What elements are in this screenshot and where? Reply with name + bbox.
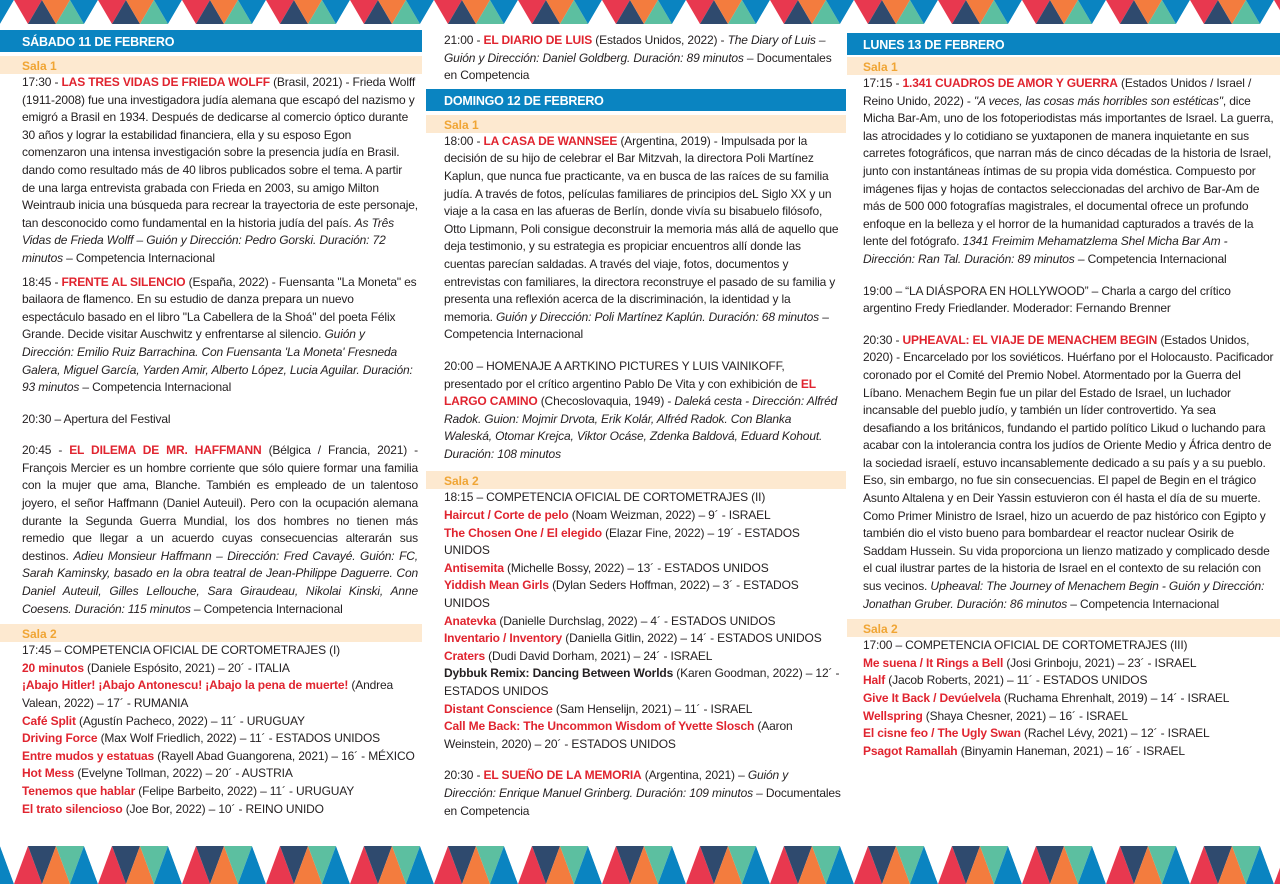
film-synopsis: (Bélgica / Francia, 2021) - François Mercier es un hombre corriente que sólo quiere formar una familia con la mujer que ama, Blanche. También es empleado de un talentoso joyero, el señor Haffmann (Daniel Auteuil). Pero con la ocupación alemana durante la Segunda Guerra Mundial, los dos hombres no tienen más remedio que llegar a un acuerdo cuyas consecuencias alterarán sus destinos.	[22, 443, 418, 563]
short-film-title: Antisemita	[444, 560, 504, 575]
short-film-title: Inventario / Inventory	[444, 631, 563, 646]
column-monday	[847, 30, 1280, 760]
short-film-title: Tenemos que hablar	[22, 783, 136, 798]
short-film-info: (Evelyne Tollman, 2022) – 20´ - AUSTRIA	[74, 766, 293, 781]
short-film-item	[426, 630, 846, 648]
short-film-title: Distant Conscience	[444, 701, 553, 716]
short-film-title: Dybbuk Remix: Dancing Between Worlds	[444, 666, 674, 681]
short-film-item	[426, 507, 846, 525]
short-film-title: The Chosen One / El elegido	[444, 525, 602, 540]
short-film-title: Driving Force	[22, 731, 98, 746]
short-film-info: (Max Wolf Friedlich, 2022) – 11´ - ESTADOS UNIDOS	[97, 731, 380, 746]
film-credits: As Três Vidas de Frieda Wolff – Guión y Dirección: Pedro Gorski. Duración: 72 minutos	[22, 215, 395, 265]
film-synopsis: (España, 2022) - Fuensanta "La Moneta" es bailaora de flamenco. En su estudio de danza prepara un nuevo espectáculo basado en el libro "La Cabellera de la Shoá" del poeta Félix Grande. Decide visitar Auschwitz y enfrentarse al silencio.	[22, 274, 417, 342]
short-film-info: (Rachel Lévy, 2021) – 12´ - ISRAEL	[1020, 726, 1210, 741]
sala-header: Sala 1	[847, 57, 1280, 75]
day-header-sunday: DOMINGO 12 DE FEBRERO	[426, 89, 846, 111]
triangle-pattern-icon	[0, 846, 1280, 884]
screening-time: 20:30 -	[863, 332, 903, 347]
screening-time: 18:45 -	[22, 274, 62, 289]
film-category: Documentales en Competencia	[444, 50, 832, 83]
short-film-title: ¡Abajo Hitler! ¡Abajo Antonescu! ¡Abajo la pena de muerte!	[22, 678, 349, 693]
event-entry: 19:00 – “LA DIÁSPORA EN HOLLYWOOD” – Charla a cargo del crítico argentino Fredy Friedlander. Moderador: Fernando Brenner	[863, 283, 1231, 316]
film-category: – Competencia Internacional	[190, 601, 343, 616]
short-film-info: (Jacob Roberts, 2021) – 11´ - ESTADOS UNIDOS	[885, 673, 1148, 688]
film-origin: (Estados Unidos / Israel / Reino Unido, 2022) -	[863, 76, 1252, 108]
screening-entry	[426, 358, 846, 464]
top-triangle-border	[0, 0, 1280, 24]
film-credits: The Diary of Luis – Guión y Dirección: Daniel Goldberg. Duración: 89 minutos –	[444, 33, 826, 65]
shorts-heading: 17:45 – COMPETENCIA OFICIAL DE CORTOMETRAJES (I)	[22, 643, 340, 658]
screening-time: 17:15 -	[863, 76, 903, 90]
film-origin: (Argentina, 2021) –	[641, 768, 748, 783]
film-credits: Daleká cesta - Dirección: Alfréd Radok. Guion: Mojmir Drvota, Erik Kolár, Alfréd Radok. Con Blanka Waleská, Otomar Krejca, Viktor Ocáse, Zdenka Baldová, Eduard Kohout. Duración: 108 minutos	[444, 394, 838, 461]
film-title: FRENTE AL SILENCIO	[61, 274, 186, 289]
short-film-info: (Daniella Gitlin, 2022) – 14´ - ESTADOS UNIDOS	[562, 631, 822, 646]
short-film-info: (Josi Grinboju, 2021) – 23´ - ISRAEL	[1003, 655, 1197, 670]
screening-time: 18:00 -	[444, 133, 484, 148]
shorts-list	[426, 507, 846, 753]
short-film-title: Yiddish Mean Girls	[444, 578, 549, 593]
short-film-info: (Danielle Durchslag, 2022) – 4´ - ESTADOS UNIDOS	[496, 613, 776, 628]
sala-header: Sala 1	[0, 56, 422, 74]
film-synopsis: (Estados Unidos, 2022) -	[592, 33, 728, 47]
short-film-item	[847, 690, 1280, 708]
short-film-item	[0, 801, 422, 819]
film-title: UPHEAVAL: EL VIAJE DE MENACHEM BEGIN	[902, 332, 1158, 347]
column-sunday	[426, 30, 846, 820]
sala-header: Sala 2	[426, 471, 846, 489]
short-film-info: (Rayell Abad Guangorena, 2021) – 16´ - MÉXICO	[154, 748, 415, 763]
short-film-title: Anatevka	[444, 613, 497, 628]
short-film-info: (Michelle Bossy, 2022) – 13´ - ESTADOS UNIDOS	[503, 560, 769, 575]
film-title: LA CASA DE WANNSEE	[483, 133, 618, 148]
short-film-item	[0, 660, 422, 678]
short-film-item	[426, 648, 846, 666]
film-category: Documentales en Competencia	[444, 785, 841, 818]
film-credits: 1341 Freimim Mehamatzlema Shel Micha Bar Am - Dirección: Ran Tal. Duración: 89 minutos	[863, 234, 1228, 266]
film-credits: Guión y Dirección: Poli Martínez Kaplún. Duración: 68 minutos	[496, 309, 820, 324]
short-film-item	[426, 613, 846, 631]
film-origin: (Checoslovaquia, 1949) -	[537, 394, 675, 409]
short-film-item	[0, 783, 422, 801]
film-title: EL SUEÑO DE LA MEMORIA	[483, 768, 642, 783]
short-film-item	[847, 743, 1280, 761]
short-film-title: Hot Mess	[22, 766, 75, 781]
short-film-item	[0, 713, 422, 731]
screening-entry	[0, 274, 422, 397]
short-film-title: 20 minutos	[22, 660, 84, 675]
short-film-info: (Noam Weizman, 2022) – 9´ - ISRAEL	[568, 508, 771, 523]
film-synopsis: (Argentina, 2019) - Impulsada por la decisión de su hijo de celebrar el Bar Mitzvah, la directora Poli Martínez Kaplun, que nunca fue practicante, va en busca de las raíces de su familia judía. A través de fotos, películas familiares de principios deL Siglo XX y un viaje a la casa en las afueras de Berlín, donde vivía su bisabuelo filósofo, Otto Lipmann, Poli consigue deconstruir la memoria más allá de aquello que deja testimonio, y su estrategia es propiciar encuentros allí donde las cuentas parecían saldadas. A través del viaje, fotos, documentos y entrevistas con familiares, la directora reconstruye el pasado de su familia y presenta una reflexión acerca de la discriminación, la identidad y la memoria.	[444, 133, 839, 324]
short-film-info: (Sam Henselijn, 2021) – 11´ - ISRAEL	[552, 701, 753, 716]
short-film-info: (Joe Bor, 2022) – 10´ - REINO UNIDO	[122, 801, 324, 816]
sala-header: Sala 1	[426, 115, 846, 133]
short-film-item	[426, 560, 846, 578]
film-title: EL DIARIO DE LUIS	[483, 33, 593, 47]
short-film-item	[847, 672, 1280, 690]
short-film-info: (Agustín Pacheco, 2022) – 11´ - URUGUAY	[75, 713, 305, 728]
film-credits: Guión y Dirección: Enrique Manuel Grinberg. Duración: 109 minutos –	[444, 768, 789, 800]
short-film-info: (Dylan Seders Hoffman, 2022) – 3´ - ESTADOS UNIDOS	[444, 578, 799, 611]
short-film-title: El cisne feo / The Ugly Swan	[863, 726, 1021, 741]
film-credits: Guión y Dirección: Emilio Ruiz Barrachina. Con Fuensanta 'La Moneta' Fresneda Galera, Miguel García, Yarden Amir, Alberto López, Lucia Aguilar. Duración: 93 minutos	[22, 327, 413, 395]
bottom-triangle-border	[0, 846, 1280, 884]
film-credits: Upheaval: The Journey of Menachem Begin - Guión y Dirección: Jonathan Gruber. Duración: 86 minutos	[863, 579, 1265, 611]
film-title: EL LARGO CAMINO	[444, 376, 816, 409]
film-synopsis: (Estados Unidos, 2020) - Encarcelado por los soviéticos. Huérfano por el Holocausto. Pacificador coronado por el Comité del Premio Nobel. Atormentado por la Guerra del Líbano. Menachem Begin fue un pilar del Estado de Israel, un luchador incansable del pueblo judío, y también un líder controvertido. Ya sea desafiando a los británicos, fundando el partido político Likud o luchando para acabar con la intolerancia contra los judíos de Oriente Medio y África dentro de la sociedad israelí, estuvo incansablemente dedicado a su país y a su pueblo. Eso, sin embargo, no fue sin consecuencias. El papel de Begin en el trágico Asunto Altalena y en Deir Yassin estuvieron con él hasta el día de su muerte. Como Primer Ministro de Israel, hizo un acuerdo de paz histórico con Egipto y también dio el visto bueno para bombardear el reactor nuclear Osirik de Saddam Hussein. Su vida proporciona un lienzo matizado y complicado desde el cual ilustrar partes de la historia de Israel en el contexto de su relación con sus vecinos.	[863, 332, 1274, 594]
film-category: – Competencia Internacional	[62, 250, 215, 265]
shorts-heading: 18:15 – COMPETENCIA OFICIAL DE CORTOMETRAJES (II)	[444, 490, 766, 505]
screening-time: 20:30 -	[444, 768, 484, 783]
screening-entry	[847, 75, 1280, 269]
film-synopsis: (Brasil, 2021) - Frieda Wolff (1911-2008) fue una investigadora judía alemana que escapó del nazismo y emigró a Brasil en 1934. Después de dedicarse al comercio óptico durante 30 años y lograr la estabilidad financiera, ella y su esposo Egon comenzaron una intensa investigación sobre la presencia judía en Brasil. dando como resultado más de 40 libros publicados sobre el tema. A partir de una larga entrevista grabada con Frieda en 2003, su amigo Milton Weintraub inicia una búsqueda para recrear la trayectoria de este personaje, tan desconocido como fundamental en la historia judía del país.	[22, 75, 418, 230]
column-saturday	[0, 30, 422, 818]
short-film-title: Wellspring	[863, 708, 923, 723]
short-film-title: Haircut / Corte de pelo	[444, 508, 569, 523]
film-category: – Competencia Internacional	[1067, 596, 1220, 611]
film-category: – Competencia Internacional	[444, 309, 829, 342]
day-header-saturday: SÁBADO 11 DE FEBRERO	[0, 30, 422, 52]
screening-entry	[426, 133, 846, 344]
short-film-info: (Dudi David Dorham, 2021) – 24´ - ISRAEL	[484, 648, 713, 663]
film-title: 1.341 CUADROS DE AMOR Y GUERRA	[902, 76, 1118, 90]
short-film-title: Call Me Back: The Uncommon Wisdom of Yvette Slosch	[444, 719, 755, 734]
shorts-list	[0, 660, 422, 818]
day-header-monday: LUNES 13 DE FEBRERO	[847, 33, 1280, 55]
event-description: 20:00 – HOMENAJE A ARTKINO PICTURES Y LUIS VAINIKOFF, presentado por el crítico argentino Pablo De Vita y con exhibición de	[444, 358, 801, 391]
short-film-item	[426, 701, 846, 719]
short-film-title: Give It Back / Devúelvela	[863, 691, 1001, 705]
short-film-item	[847, 725, 1280, 743]
screening-time: 20:45 -	[22, 443, 70, 458]
short-film-title: El trato silencioso	[22, 801, 123, 816]
short-film-title: Café Split	[22, 713, 76, 728]
short-film-item	[426, 577, 846, 612]
short-film-info: (Binyamin Haneman, 2021) – 16´ - ISRAEL	[957, 743, 1185, 758]
short-film-item	[0, 748, 422, 766]
short-film-item	[426, 665, 846, 700]
film-category: – Competencia Internacional	[79, 380, 232, 395]
screening-entry	[847, 332, 1280, 614]
event-entry: 20:30 – Apertura del Festival	[22, 411, 171, 426]
short-film-info: (Andrea Valean, 2022) – 17´ - RUMANIA	[22, 678, 394, 710]
short-film-info: (Ruchama Ehrenhalt, 2019) – 14´ - ISRAEL	[1000, 691, 1230, 705]
film-title: LAS TRES VIDAS DE FRIEDA WOLFF	[61, 75, 270, 89]
film-credits: Adieu Monsieur Haffmann – Dirección: Fred Cavayé. Guión: FC, Sarah Kaminsky, basado en la obra teatral de Jean-Philippe Daguerre. Con Daniel Auteuil, Gilles Lellouche, Sara Giraudeau, Nikolai Kinski, Anne Coesens. Duración: 115 minutos	[22, 548, 418, 616]
short-film-item	[426, 718, 846, 753]
film-title: EL DILEMA DE MR. HAFFMANN	[69, 443, 262, 458]
short-film-info: (Elazar Fine, 2022) – 19´ - ESTADOS UNIDOS	[444, 525, 800, 558]
short-film-title: Craters	[444, 648, 485, 663]
short-film-info: (Daniele Espósito, 2021) – 20´ - ITALIA	[83, 660, 290, 675]
screening-entry	[0, 74, 422, 268]
sala-header: Sala 2	[847, 619, 1280, 637]
shorts-list	[847, 655, 1280, 761]
screening-entry	[0, 442, 422, 618]
short-film-info: (Karen Goodman, 2022) – 12´ - ESTADOS UNIDOS	[444, 666, 840, 698]
short-film-info: (Felipe Barbeito, 2022) – 11´ - URUGUAY	[135, 783, 355, 798]
screening-entry	[426, 767, 846, 820]
short-film-info: (Aaron Weinstein, 2020) – 20´ - ESTADOS UNIDOS	[444, 719, 793, 751]
short-film-title: Entre mudos y estatuas	[22, 748, 155, 763]
film-synopsis: , dice Micha Bar-Am, uno de los fotoperiodistas más importantes de Israel. La guerra, las atrocidades y lo cotidiano se yuxtaponen de manera inquietante en sus carretes fotográficos, que narran más de cinco décadas de la historia de Israel, junto con instantáneas íntimas de su propia vida doméstica. Compuesto por imágenes fijas y hojas de contactos seleccionadas del archivo de Bar-Am de más de 500 000 fotografías magistrales, el documental ofrece un profundo enfoque en la belleza y el horror de la humanidad capturados a través de la lente del fotógrafo.	[863, 93, 1274, 249]
screening-time: 17:30 -	[22, 75, 62, 89]
short-film-item	[847, 708, 1280, 726]
short-film-item	[426, 525, 846, 560]
shorts-heading: 17:00 – COMPETENCIA OFICIAL DE CORTOMETRAJES (III)	[863, 638, 1188, 653]
triangle-pattern-icon	[0, 0, 1280, 24]
sala-header: Sala 2	[0, 624, 422, 642]
short-film-title: Half	[863, 673, 886, 688]
film-quote: "A veces, las cosas más horribles son estéticas"	[973, 93, 1223, 108]
screening-time: 21:00 -	[444, 33, 484, 47]
short-film-item	[0, 765, 422, 783]
film-category: – Competencia Internacional	[1074, 251, 1227, 266]
short-film-item	[0, 677, 422, 712]
short-film-info: (Shaya Chesner, 2021) – 16´ - ISRAEL	[922, 708, 1128, 723]
screening-entry	[426, 30, 846, 85]
short-film-title: Psagot Ramallah	[863, 743, 958, 758]
short-film-title: Me suena / It Rings a Bell	[863, 655, 1004, 670]
short-film-item	[0, 730, 422, 748]
short-film-item	[847, 655, 1280, 673]
